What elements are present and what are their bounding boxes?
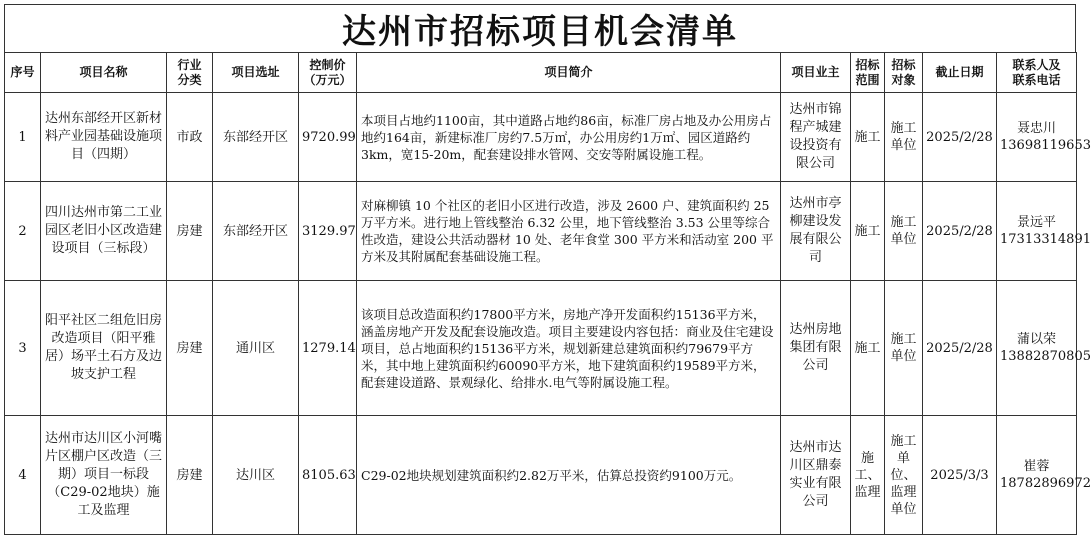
cell-budget: 8105.63 <box>299 416 357 535</box>
cell-target: 施工单位 <box>885 281 923 416</box>
header-row <box>5 53 1077 93</box>
contact-phone: 17313314891 <box>1000 232 1091 247</box>
table-row <box>5 93 1077 182</box>
cell-contact <box>997 281 1091 416</box>
table-row <box>5 182 1077 281</box>
cell-site: 达川区 <box>213 416 299 535</box>
cell-site: 东部经开区 <box>213 182 299 281</box>
contact-name: 景远平 <box>1016 215 1056 230</box>
cell-owner: 达州房地集团有限公司 <box>781 281 851 416</box>
cell-scope: 施工 <box>851 93 885 182</box>
cell-industry: 房建 <box>167 416 213 535</box>
cell-industry: 房建 <box>167 182 213 281</box>
tender-table <box>4 52 1091 535</box>
cell-owner: 达州市达川区鼎泰实业有限公司 <box>781 416 851 535</box>
cell-deadline: 2025/2/28 <box>923 93 997 182</box>
cell-contact <box>997 93 1091 182</box>
cell-project-name: 四川达州市第二工业园区老旧小区改造建设项目（三标段） <box>41 182 167 281</box>
cell-scope: 施工、监理 <box>851 416 885 535</box>
contact-phone: 13882870805 <box>1000 349 1091 364</box>
page-title: 达州市招标项目机会清单 <box>342 12 738 52</box>
header-brief: 项目简介 <box>357 53 781 93</box>
header-target: 招标 对象 <box>885 53 923 93</box>
cell-seq: 4 <box>5 416 41 535</box>
cell-scope: 施工 <box>851 281 885 416</box>
cell-project-name: 阳平社区二组危旧房改造项目（阳平雅居）场平土石方及边坡支护工程 <box>41 281 167 416</box>
cell-contact <box>997 416 1091 535</box>
cell-brief: 该项目总改造面积约17800平方米，房地产净开发面积约15136平方米，涵盖房地产开发及配套设施改造。项目主要建设内容包括：商业及住宅建设项目，总占地面积约15136平方米，规划新建总建筑面积约79679平方米，其中地上建筑面积约60090平方米，地下建筑面积约19589平方米，配套建设道路、景观绿化、给排水.电气等附属设施工程。 <box>357 281 781 416</box>
cell-scope: 施工 <box>851 182 885 281</box>
cell-owner: 达州市亭柳建设发展有限公司 <box>781 182 851 281</box>
cell-brief: C29-02地块规划建筑面积约2.82万平米，估算总投资约9100万元。 <box>357 416 781 535</box>
cell-site: 通川区 <box>213 281 299 416</box>
cell-target: 施工单位 <box>885 93 923 182</box>
cell-seq: 1 <box>5 93 41 182</box>
cell-budget: 3129.97 <box>299 182 357 281</box>
cell-deadline: 2025/2/28 <box>923 182 997 281</box>
header-site: 项目选址 <box>213 53 299 93</box>
table-row <box>5 416 1077 535</box>
cell-project-name: 达州东部经开区新材料产业园基础设施项目（四期） <box>41 93 167 182</box>
cell-site: 东部经开区 <box>213 93 299 182</box>
contact-phone: 18782896972 <box>1000 476 1091 491</box>
cell-deadline: 2025/2/28 <box>923 281 997 416</box>
header-budget: 控制价 （万元） <box>299 53 357 93</box>
header-deadline: 截止日期 <box>923 53 997 93</box>
contact-name: 聂忠川 <box>1016 121 1056 136</box>
cell-seq: 2 <box>5 182 41 281</box>
header-scope: 招标 范围 <box>851 53 885 93</box>
cell-budget: 9720.99 <box>299 93 357 182</box>
cell-budget: 1279.14 <box>299 281 357 416</box>
cell-brief: 本项目占地约1100亩，其中道路占地约86亩，标准厂房占地及办公用房占地约164亩，新建标准厂房约7.5万㎡，办公用房约1万㎡、园区道路约3km，宽15-20m，配套建设排水管网、交安等附属设施工程。 <box>357 93 781 182</box>
contact-name: 崔蓉 <box>1023 459 1050 474</box>
header-owner: 项目业主 <box>781 53 851 93</box>
header-industry: 行业 分类 <box>167 53 213 93</box>
cell-brief: 对麻柳镇 10 个社区的老旧小区进行改造，涉及 2600 户、建筑面积约 25 万平方米。进行地上管线整治 6.32 公里，地下管线整治 3.53 公里等综合性改造，建设公共活动器材 10 处、老年食堂 300 平方米和活动室 200 平方米及其附属配套基础设施工程。 <box>357 182 781 281</box>
header-name: 项目名称 <box>41 53 167 93</box>
cell-project-name: 达州市达川区小河嘴片区棚户区改造（三期）项目一标段（C29-02地块）施工及监理 <box>41 416 167 535</box>
header-seq: 序号 <box>5 53 41 93</box>
header-contact: 联系人及 联系电话 <box>997 53 1077 93</box>
cell-owner: 达州市锦程产城建设投资有限公司 <box>781 93 851 182</box>
table-row <box>5 281 1077 416</box>
cell-target: 施工单位 <box>885 182 923 281</box>
contact-phone: 13698119653 <box>1000 138 1091 153</box>
cell-seq: 3 <box>5 281 41 416</box>
cell-industry: 房建 <box>167 281 213 416</box>
contact-name: 蒲以荣 <box>1016 332 1056 347</box>
cell-contact <box>997 182 1091 281</box>
title-banner <box>4 4 1076 52</box>
cell-deadline: 2025/3/3 <box>923 416 997 535</box>
cell-target: 施工单位、监理单位 <box>885 416 923 535</box>
cell-industry: 市政 <box>167 93 213 182</box>
